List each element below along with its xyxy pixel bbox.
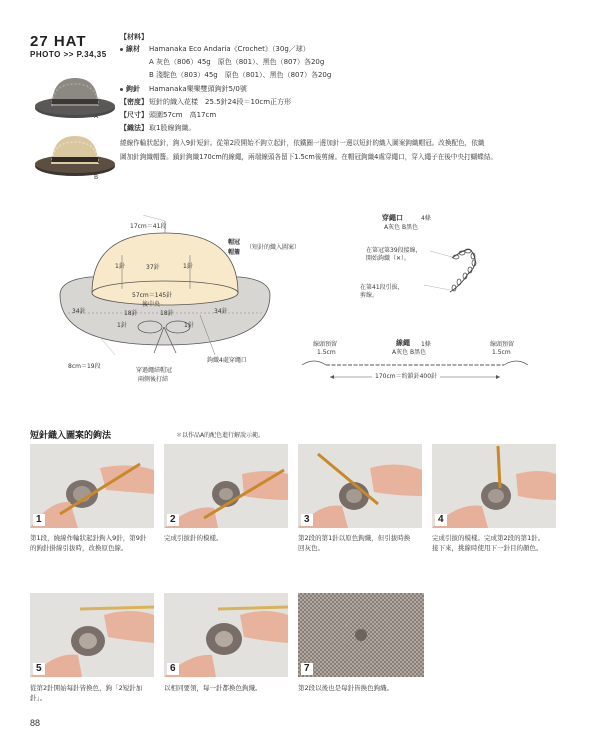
hook-value: Hamanaka樂樂雙頭鉤針5/0號 xyxy=(149,85,247,93)
page-number: 88 xyxy=(30,718,41,728)
gauge-label: 【密度】 xyxy=(120,98,148,106)
hook-row xyxy=(120,83,140,95)
step-5-number: 5 xyxy=(33,663,45,675)
photo-reference: PHOTO >> P.34,35 xyxy=(30,50,107,59)
step-3-caption-line-2: 回灰色。 xyxy=(298,544,324,552)
step-1-number: 1 xyxy=(33,514,45,526)
materials-heading: 【材料】 xyxy=(120,33,148,41)
step-5-caption-line-1: 從第2針開始每針皆換色，鉤「2短針加 xyxy=(30,684,143,692)
eyelet-chain-diagram xyxy=(420,230,500,300)
hat-b-label: B xyxy=(94,174,99,181)
cord-length: 170cm＝約鎖針400針 xyxy=(372,372,440,381)
hat-b-photo xyxy=(30,130,120,180)
eyelet-step-2b: 剪線。 xyxy=(360,292,379,299)
step-4-caption xyxy=(432,533,544,553)
step-5-caption-line-2: 針」。 xyxy=(30,694,47,702)
brim-label: 帽簷 xyxy=(228,249,241,256)
step-7-caption-line-1: 第2段以後也是每針皆換色鉤織。 xyxy=(298,684,394,692)
circumference-label: 57cm＝145針 xyxy=(132,292,173,299)
step-7-number: 7 xyxy=(301,663,313,675)
hook-label: 鉤針 xyxy=(126,85,140,93)
gauge-value: 短針的織入花樣 25.5針24段＝10cm正方形 xyxy=(149,98,292,106)
step-photo-3 xyxy=(298,444,422,528)
mid-18b-label: 18針 xyxy=(160,310,174,317)
step-3-caption xyxy=(298,533,410,553)
step-3-caption-line-1: 第2段的第1針以原色鉤織，但引拔時換 xyxy=(298,534,411,542)
description-line-1: 繞線作輪狀起針，鉤入9針短針。從第2段開始不鉤立起針，依鐵圈一邊加針一邊以短針的織入圖案鉤織帽冠。改換配色，依織 xyxy=(120,139,485,147)
step-photo-4 xyxy=(432,444,556,528)
step-7-caption xyxy=(298,683,393,693)
mid-18a-label: 18針 xyxy=(124,310,138,317)
step-5-caption xyxy=(30,683,142,703)
cord-title: 線繩 xyxy=(396,339,410,347)
steps-section-note: ＊以作品A的配色進行解說示範。 xyxy=(176,432,265,439)
step-1-caption xyxy=(30,533,146,553)
step-6-caption xyxy=(164,683,262,693)
step-2-caption xyxy=(164,533,223,543)
cord-left-note-b: 1.5cm xyxy=(317,349,336,356)
one-stitch-left: 1針 xyxy=(115,263,125,270)
hat-a-label: A xyxy=(94,113,99,120)
crown-height-label: 17cm＝41段 xyxy=(130,223,167,230)
step-1-caption-line-1: 第1段，繞線作輪狀起針鉤入9針，第9針 xyxy=(30,534,147,542)
right-34-label: 34針 xyxy=(214,308,228,315)
yarn-color-b: B 淺駝色（803）45g 原色（801）、黑色（807）各20g xyxy=(149,71,332,79)
tie-note-1: 穿過繩結帽冠 xyxy=(136,367,173,374)
step-3-number: 3 xyxy=(301,514,313,526)
one-stitch-right: 1針 xyxy=(183,263,193,270)
cord-right-note-b: 1.5cm xyxy=(492,349,511,356)
crown-label: 帽冠 xyxy=(228,239,241,246)
size-label: 【尺寸】 xyxy=(120,111,148,119)
cord-left-note-a: 線頭預留 xyxy=(313,341,338,348)
step-4-caption-line-2: 接下來，挑線時使用下一針目的顏色。 xyxy=(432,544,543,552)
cord-count: 1條 xyxy=(421,341,431,348)
crown-stitch-count: 37針 xyxy=(146,264,160,271)
steps-section-title: 短針織入圖案的鉤法 xyxy=(30,431,112,441)
eyelet-title: 穿繩口 xyxy=(382,214,403,222)
back-center-label: 後中央 xyxy=(142,301,161,308)
pattern-note: （短針的織入圖案） xyxy=(246,244,301,251)
step-6-number: 6 xyxy=(167,663,179,675)
eyelet-note: 鉤織4處穿繩口 xyxy=(207,357,247,364)
cord-right-note-a: 線頭預留 xyxy=(490,341,515,348)
yarn-row xyxy=(120,43,140,55)
one-stitch-bottom-2: 1針 xyxy=(184,322,194,329)
step-4-caption-line-1: 完成引拔的模樣。完成第2段的第1針。 xyxy=(432,534,545,542)
yarn-brand: Hamanaka Eco Andaria《Crochet》（30g／球） xyxy=(149,45,310,53)
brim-rows-label: 8cm＝19段 xyxy=(68,363,101,370)
hat-a-photo xyxy=(30,70,120,122)
step-2-number: 2 xyxy=(167,514,179,526)
step-2-caption-line-1: 完成引拔針的模樣。 xyxy=(164,534,223,542)
eyelet-step-1a: 在第冠第39段接線， xyxy=(366,247,422,254)
step-4-number: 4 xyxy=(435,514,447,526)
step-1-caption-line-2: 的鉤針掛線引拔時，改換原色線。 xyxy=(30,544,128,552)
size-value: 頭圍57cm 高17cm xyxy=(149,111,217,119)
step-photo-1 xyxy=(30,444,154,528)
eyelet-step-1b: 開始鉤織（✕）。 xyxy=(366,255,411,262)
one-stitch-bottom: 1針 xyxy=(117,322,127,329)
yarn-color-a: A 灰色（806）45g 原色（801）、黑色（807）各20g xyxy=(149,58,325,66)
method-label: 【織法】 xyxy=(120,124,148,132)
method-value: 取1股線鉤織。 xyxy=(149,124,196,132)
left-34-label: 34針 xyxy=(72,308,86,315)
cord-colors: A灰色 B黑色 xyxy=(392,349,427,356)
yarn-label: 線材 xyxy=(126,45,140,53)
step-photo-7 xyxy=(298,593,424,677)
description-line-2: 圖加針鉤織帽簷。鎖針鉤織170cm的線繩，兩端線頭各留下1.5cm後剪線。在帽冠鉤織4處穿繩口，穿入繩子在後中央打蝴蝶結。 xyxy=(120,153,498,161)
step-photo-6 xyxy=(164,593,288,677)
step-6-caption-line-1: 以相同要領，每一針都換色鉤織。 xyxy=(164,684,262,692)
pattern-title: 27 HAT xyxy=(30,33,87,50)
eyelet-step-2a: 在第41段引拔， xyxy=(360,284,404,291)
step-photo-2 xyxy=(164,444,288,528)
eyelet-colors: A灰色 B黑色 xyxy=(384,224,419,231)
step-photo-5 xyxy=(30,593,154,677)
tie-note-2: 兩側後打結 xyxy=(138,376,169,383)
eyelet-count: 4條 xyxy=(421,215,431,222)
